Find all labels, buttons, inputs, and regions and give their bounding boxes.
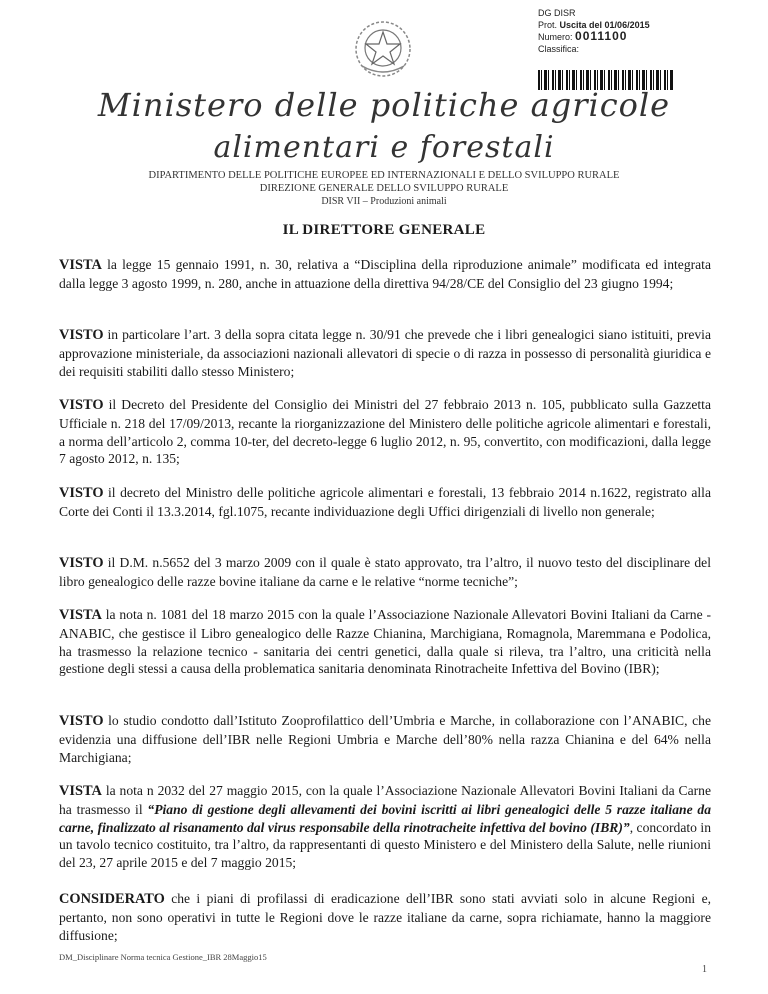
paragraph-text: che i piani di profilassi di eradicazione dell’IBR sono stati avviati solo in alcune Regioni e, pertanto, non sono operativi in tutte le Regioni dove le razze italiane da carne, sopra richiamate, hanno la maggiore diffusione; (59, 891, 711, 943)
paragraph-text: il D.M. n.5652 del 3 marzo 2009 con il quale è stato approvato, tra l’altro, il nuovo testo del disciplinare del libro genealogico delle razze bovine italiane da carne e le relative “norme tecniche”; (59, 555, 711, 589)
office-name: DISR VII – Produzioni animali (321, 196, 447, 207)
protocol-label: Prot. (538, 19, 558, 30)
plan-title: “Piano di gestione degli allevamenti dei bovini iscritti ai libri genealogici delle 5 razze italiane da carne, finalizzato al risanamento dal virus responsabile della rinotracheite infettiva del bovino (IBR)” (59, 801, 711, 835)
paragraph-considerato (59, 890, 711, 944)
protocol-number-label: Numero: (538, 32, 573, 42)
ministry-name-line1: Ministero delle politiche agricole (97, 86, 671, 124)
paragraph-visto-dpcm (59, 396, 711, 468)
paragraph-text: lo studio condotto dall’Istituto Zooprofilattico dell’Umbria e Marche, in collaborazione con l’ANABIC, che evidenzia una diffusione dell’IBR nelle Regioni Umbria e Marche dell’80% nella razza Chianina e del 64% nella Marchigiana; (59, 713, 711, 765)
ministry-name-line2: alimentari e forestali (213, 130, 555, 165)
protocol-classification: Classifica: (538, 43, 580, 54)
paragraph-keyword: VISTO (59, 327, 104, 343)
paragraph-keyword: VISTO (59, 555, 104, 571)
paragraph-keyword: VISTO (59, 713, 104, 729)
department-name: DIPARTIMENTO DELLE POLITICHE EUROPEE ED INTERNAZIONALI E DELLO SVILUPPO RURALE (148, 170, 620, 181)
paragraph-vista-nota-2032 (59, 782, 711, 872)
paragraph-text: in particolare l’art. 3 della sopra citata legge n. 30/91 che prevede che i libri genealogici siano istituiti, previa approvazione ministeriale, da associazioni nazionali allevatori di specie o di razza in possesso di personalità giuridica e dei requisiti stabiliti dallo stesso Ministero; (59, 327, 711, 379)
protocol-stamp (538, 8, 650, 55)
paragraph-text-after: , concordato in un tavolo tecnico costituito, tra l’altro, da rappresentanti di questo Ministero e del Ministero della Salute, nelle riunioni del 23, 27 aprile 2015 e del 7 maggio 2015; (59, 819, 711, 871)
paragraph-visto-art3 (59, 326, 711, 380)
page-number: 1 (702, 964, 707, 975)
paragraph-keyword: VISTO (59, 397, 104, 413)
paragraph-visto-dm (59, 554, 711, 591)
paragraph-keyword: VISTA (59, 783, 102, 799)
paragraph-vista-nota-1081 (59, 606, 711, 678)
protocol-number: 0011100 (575, 29, 628, 43)
republic-emblem-icon (352, 18, 414, 80)
paragraph-text: la nota n 2032 del 27 maggio 2015, con la quale l’Associazione Nazionale Allevatori Bovini Italiani da Carne ha trasmesso il (59, 783, 711, 817)
document-title: IL DIRETTORE GENERALE (282, 222, 486, 238)
paragraph-text: la legge 15 gennaio 1991, n. 30, relativa a “Disciplina della riproduzione animale” modificata ed integrata dalla legge 3 agosto 1999, n. 280, anche in attuazione della direttiva 94/28/CE del Consiglio del 23 giugno 1994; (59, 257, 711, 291)
paragraph-visto-studio (59, 712, 711, 766)
paragraph-keyword: CONSIDERATO (59, 891, 165, 907)
paragraph-keyword: VISTO (59, 485, 104, 501)
paragraph-visto-decreto (59, 484, 711, 521)
paragraph-keyword: VISTA (59, 607, 102, 623)
paragraph-text: il decreto del Ministro delle politiche agricole alimentari e forestali, 13 febbraio 2014 n.1622, registrato alla Corte dei Conti il 13.3.2014, fgl.1075, recante individuazione degli Uffici dirigenziali di livello non generale; (59, 485, 711, 519)
footer-filename: DM_Disciplinare Norma tecnica Gestione_IBR 28Maggio15 (59, 952, 267, 962)
directorate-name: DIREZIONE GENERALE DELLO SVILUPPO RURALE (259, 183, 509, 194)
paragraph-text: il Decreto del Presidente del Consiglio dei Ministri del 27 febbraio 2013 n. 105, pubblicato sulla Gazzetta Ufficiale n. 218 del 17/09/2013, recante la riorganizzazione del Ministero delle politiche agricole alimentari e forestali, a norma dell’articolo 2, comma 10-ter, del decreto-legge 6 luglio 2012, n. 95, convertito, con modificazioni, dalla legge 7 agosto 2012, n. 135; (59, 397, 711, 467)
protocol-date: Uscita del 01/06/2015 (559, 19, 650, 30)
paragraph-keyword: VISTA (59, 257, 102, 273)
protocol-office: DG DISR (538, 8, 576, 18)
paragraph-vista-legge (59, 256, 711, 293)
paragraph-text: la nota n. 1081 del 18 marzo 2015 con la quale l’Associazione Nazionale Allevatori Bovini Italiani da Carne - ANABIC, che gestisce il Libro genealogico delle Razze Chianina, Marchigiana, Romagnola, Maremmana e Podolica, ha trasmesso la relazione tecnico - sanitaria dei centri genetici, dalla quale si rileva, tra l’altro, una criticità nella gestione degli stessi a causa della problematica sanitaria denominata Rinotracheite Infettiva del Bovino (IBR); (59, 607, 711, 677)
